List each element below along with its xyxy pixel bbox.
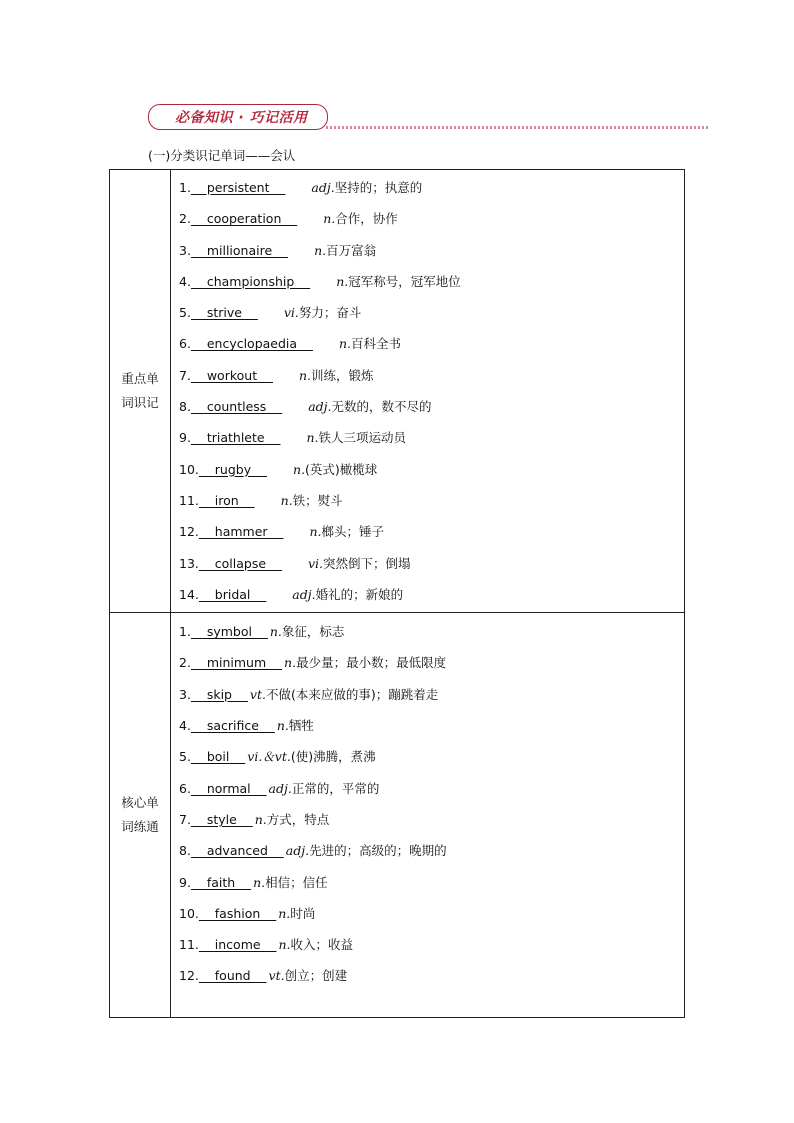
part-of-speech: n. [323,211,336,227]
part-of-speech: vi. [283,305,299,321]
item-number: 2. [179,211,191,227]
item-number: 7. [179,367,191,383]
part-of-speech: vi.＆vt. [247,749,291,765]
answer-word: championship [190,273,311,289]
vocab-item [179,741,684,772]
meaning: 榔头；锤子 [321,524,384,540]
part-of-speech: n. [338,336,351,352]
answer-word: found [198,968,267,984]
vocabulary-table [109,169,685,1018]
answer-word: style [190,811,253,827]
vocab-item [179,266,684,297]
meaning: 收入；收益 [290,937,354,953]
item-number: 3. [179,686,191,702]
meaning: 方式，特点 [266,811,330,827]
meaning: 突然倒下；倒塌 [323,555,411,571]
meaning: 最少量；最小数；最低限度 [296,655,447,671]
meaning: 冠军称号，冠军地位 [348,273,461,289]
answer-word: iron [198,492,255,508]
vocab-item [179,297,684,328]
part-of-speech: n. [336,273,349,289]
section-label [110,613,171,1018]
meaning: 训练，锻炼 [311,367,374,383]
answer-word: bridal [198,586,267,602]
meaning: 婚礼的；新娘的 [315,586,404,602]
answer-word: fashion [198,905,277,921]
vocab-item [179,203,684,234]
meaning: 象征，标志 [281,624,345,640]
meaning: 无数的，数不尽的 [331,399,432,415]
vocab-item [179,391,684,422]
item-number: 10. [179,461,199,477]
part-of-speech: n. [309,524,322,540]
meaning: 百万富翁 [326,242,377,258]
part-of-speech: vi. [307,555,323,571]
item-number: 4. [179,718,191,734]
answer-word: countless [190,399,283,415]
item-number: 8. [179,843,191,859]
section-items [171,613,685,1018]
part-of-speech: n. [276,718,289,734]
meaning: 先进的；高级的；晚期的 [309,843,447,859]
banner-title: 必备知识 · 巧记活用 [175,110,308,126]
item-number: 12. [179,524,199,540]
meaning: (使)沸腾，煮沸 [290,749,376,765]
vocab-item [179,516,684,547]
meaning: 创立；创建 [284,968,348,984]
meaning: 牺牲 [288,718,314,734]
section-label-line: 重点单 [121,371,159,387]
answer-word: collapse [198,555,282,571]
item-number: 7. [179,811,191,827]
part-of-speech: vt. [268,968,285,984]
part-of-speech: adj. [285,843,310,859]
part-of-speech: n. [293,461,306,477]
vocab-item [179,710,684,741]
meaning: 百科全书 [350,336,401,352]
meaning: 坚持的；执意的 [334,180,423,195]
item-number: 9. [179,430,191,446]
part-of-speech: n. [280,492,293,508]
item-number: 14. [179,586,199,602]
vocab-item [179,679,684,710]
section-label [110,170,171,613]
vocab-item [179,548,684,579]
answer-word: faith [190,874,252,890]
item-number: 11. [179,492,199,508]
banner-dotted-line [326,126,708,129]
item-number: 3. [179,242,191,258]
part-of-speech: n. [253,874,266,890]
meaning: 铁人三项运动员 [318,430,407,446]
meaning: 合作，协作 [335,211,398,227]
answer-word: persistent [190,180,286,195]
answer-word: rugby [198,461,268,477]
meaning: 铁；熨斗 [292,492,343,508]
vocab-item [179,485,684,516]
part-of-speech: n. [284,655,297,671]
table-section [110,170,685,613]
vocab-item [179,804,684,835]
item-number: 2. [179,655,191,671]
answer-word: hammer [198,524,284,540]
answer-word: symbol [190,624,268,640]
answer-word: sacrifice [190,718,275,734]
meaning: 正常的，平常的 [291,780,380,796]
part-of-speech: vt. [249,686,266,702]
vocab-item [179,422,684,453]
vocab-item [179,867,684,898]
vocab-item [179,835,684,866]
part-of-speech: n. [269,624,282,640]
answer-word: millionaire [190,242,289,258]
item-number: 11. [179,937,199,953]
item-number: 9. [179,874,191,890]
vocab-item [179,929,684,960]
answer-word: workout [190,367,273,383]
part-of-speech: n. [306,430,319,446]
part-of-speech: n. [254,811,267,827]
part-of-speech: adj. [311,180,335,195]
item-number: 5. [179,749,191,765]
meaning: 时尚 [290,905,316,921]
answer-word: income [198,937,277,953]
vocab-item [179,172,684,203]
item-number: 5. [179,305,191,321]
vocab-item [179,898,684,929]
part-of-speech: n. [278,905,291,921]
section-items [171,170,685,613]
answer-word: boil [190,749,246,765]
subheading: (一)分类识记单词——会认 [148,148,296,163]
table-section [110,613,685,1018]
vocab-item [179,360,684,391]
item-number: 10. [179,905,199,921]
part-of-speech: n. [278,937,291,953]
section-label-line: 词识记 [121,395,159,411]
section-label-line: 词练通 [121,818,159,834]
item-number: 1. [179,180,191,195]
vocab-item [179,616,684,647]
part-of-speech: adj. [292,586,316,602]
answer-word: encyclopaedia [190,336,313,352]
answer-word: skip [190,686,248,702]
part-of-speech: adj. [268,780,292,796]
meaning: 不做(本来应做的事)；蹦跳着走 [265,686,439,702]
answer-word: strive [190,305,258,321]
item-number: 6. [179,780,191,796]
answer-word: normal [190,780,267,796]
meaning: (英式)橄榄球 [305,461,378,477]
meaning: 相信；信任 [265,874,328,890]
vocab-item [179,454,684,485]
answer-word: minimum [190,655,283,671]
answer-word: triathlete [190,430,281,446]
item-number: 13. [179,555,199,571]
meaning: 努力；奋斗 [298,305,362,321]
part-of-speech: n. [299,367,312,383]
item-number: 8. [179,399,191,415]
part-of-speech: adj. [308,399,332,415]
item-number: 12. [179,968,199,984]
vocab-item [179,579,684,610]
item-number: 1. [179,624,191,640]
vocab-item [179,235,684,266]
section-banner [148,104,708,134]
banner-tab [148,104,328,130]
answer-word: cooperation [190,211,298,227]
part-of-speech: n. [314,242,327,258]
vocab-item [179,960,684,991]
vocab-item [179,328,684,359]
answer-word: advanced [190,843,284,859]
vocab-item [179,773,684,804]
item-number: 6. [179,336,191,352]
vocab-item [179,647,684,678]
section-label-line: 核心单 [121,794,159,810]
item-number: 4. [179,273,191,289]
